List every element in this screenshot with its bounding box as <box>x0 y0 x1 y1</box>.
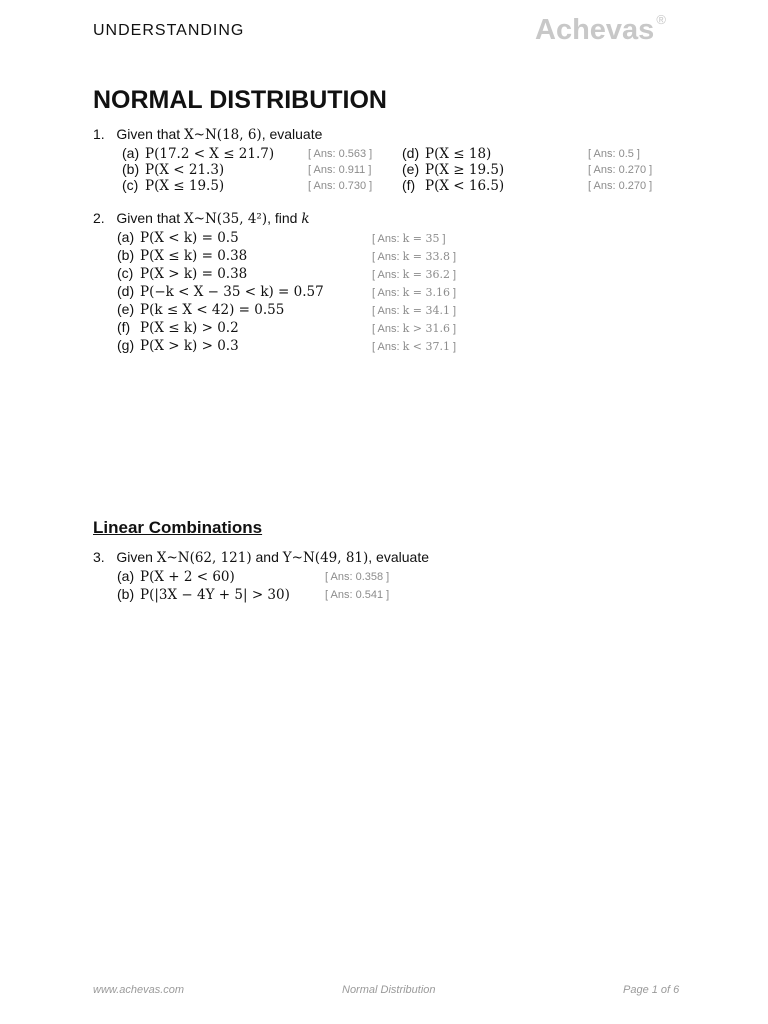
answer-prefix: [ Ans: <box>372 233 403 245</box>
question-text-mid: and <box>251 549 283 565</box>
part-expression: P(X < 16.5) <box>425 178 505 194</box>
answer-value: k < 37.1 <box>402 340 450 353</box>
question-2-stem <box>93 210 310 227</box>
answer-3a: [ Ans: 0.358 ] <box>325 571 390 583</box>
part-expression: P(X + 2 < 60) <box>140 569 235 585</box>
question-3-part-a <box>117 568 235 585</box>
question-text: Given that <box>116 126 185 142</box>
section-heading: Linear Combinations <box>93 518 263 537</box>
answer-1d: [ Ans: 0.5 ] <box>588 148 640 160</box>
answer-2d <box>372 286 456 299</box>
answer-value: k = 36.2 <box>402 268 450 281</box>
part-expression: P(17.2 < X ≤ 21.7) <box>145 146 275 162</box>
part-expression: P(X ≥ 19.5) <box>425 162 505 178</box>
answer-value: k = 33.8 <box>402 250 450 263</box>
distribution-expr: X~N(18, 6) <box>184 127 262 143</box>
answer-2c <box>372 268 456 281</box>
question-text-suffix: , evaluate <box>261 126 323 142</box>
answer-suffix: ] <box>439 233 446 245</box>
answer-prefix: [ Ans: <box>372 251 403 263</box>
brand-name: Achevas <box>535 14 655 46</box>
answer-value: k = 34.1 <box>402 304 450 317</box>
part-expression: P(X > k) > 0.3 <box>140 338 239 354</box>
question-number: 2. <box>93 210 105 226</box>
question-1-part-a <box>122 145 274 162</box>
answer-suffix: ] <box>449 323 457 335</box>
answer-1f: [ Ans: 0.270 ] <box>588 180 653 192</box>
footer-page-number: Page 1 of 6 <box>623 984 680 996</box>
answer-2a <box>372 232 446 245</box>
part-expression: P(X < k) = 0.5 <box>140 230 239 246</box>
question-2-part-a <box>117 229 239 246</box>
part-expression: P(−k < X − 35 < k) = 0.57 <box>140 284 324 300</box>
part-label: (b) <box>122 161 140 177</box>
answer-suffix: ] <box>449 305 457 317</box>
answer-3b: [ Ans: 0.541 ] <box>325 589 390 601</box>
answer-2f <box>372 322 456 335</box>
answer-prefix: [ Ans: <box>372 269 403 281</box>
footer-website: www.achevas.com <box>93 984 185 996</box>
question-2-part-d <box>117 283 324 300</box>
part-label: (d) <box>117 283 135 299</box>
part-label: (b) <box>117 247 135 263</box>
registered-mark: ® <box>656 12 666 28</box>
question-3-stem <box>93 549 429 566</box>
page-title: NORMAL DISTRIBUTION <box>93 86 387 114</box>
part-expression: P(X ≤ k) = 0.38 <box>140 248 248 264</box>
question-1-stem <box>93 126 322 143</box>
question-2-part-f <box>117 319 239 336</box>
question-2-part-b <box>117 247 247 264</box>
part-expression: P(X < 21.3) <box>145 162 225 178</box>
answer-prefix: [ Ans: <box>372 305 403 317</box>
question-text-suffix: , evaluate <box>368 549 429 565</box>
question-1-part-e <box>402 161 504 178</box>
question-3-part-b <box>117 586 290 603</box>
part-expression: P(X > k) = 0.38 <box>140 266 248 282</box>
question-2-part-c <box>117 265 247 282</box>
question-1-part-f <box>402 177 504 194</box>
part-label: (a) <box>117 568 135 584</box>
distribution-expr: X~N(35, 4²) <box>184 211 268 227</box>
part-label: (g) <box>117 337 135 353</box>
question-number: 3. <box>93 549 105 565</box>
answer-suffix: ] <box>449 269 457 281</box>
answer-1e: [ Ans: 0.270 ] <box>588 164 653 176</box>
question-2-part-e <box>117 301 284 318</box>
part-label: (a) <box>117 229 135 245</box>
part-label: (f) <box>117 319 131 335</box>
variable-k: k <box>301 211 310 227</box>
question-text: Given that <box>116 210 185 226</box>
answer-prefix: [ Ans: <box>372 323 403 335</box>
part-label: (c) <box>122 177 139 193</box>
part-label: (a) <box>122 145 140 161</box>
question-text: Given <box>116 549 157 565</box>
answer-1b: [ Ans: 0.911 ] <box>308 164 372 176</box>
part-label: (f) <box>402 177 416 193</box>
distribution-expr-x: X~N(62, 121) <box>156 550 252 566</box>
question-1-part-c <box>122 177 224 194</box>
question-2-part-g <box>117 337 239 354</box>
answer-1a: [ Ans: 0.563 ] <box>308 148 373 160</box>
answer-suffix: ] <box>449 287 457 299</box>
part-expression: P(X ≤ 18) <box>425 146 492 162</box>
answer-suffix: ] <box>449 341 457 353</box>
answer-2e <box>372 304 456 317</box>
question-text-suffix: , find <box>267 210 302 226</box>
answer-2b <box>372 250 456 263</box>
part-label: (d) <box>402 145 420 161</box>
answer-suffix: ] <box>449 251 457 263</box>
part-expression: P(|3X − 4Y + 5| > 30) <box>140 587 290 603</box>
header-label: UNDERSTANDING <box>93 22 245 39</box>
distribution-expr-y: Y~N(49, 81) <box>282 550 369 566</box>
answer-value: k = 35 <box>402 232 440 245</box>
answer-prefix: [ Ans: <box>372 341 403 353</box>
answer-2g <box>372 340 456 353</box>
question-1-part-b <box>122 161 224 178</box>
part-expression: P(X ≤ 19.5) <box>145 178 225 194</box>
part-expression: P(X ≤ k) > 0.2 <box>140 320 239 336</box>
part-expression: P(k ≤ X < 42) = 0.55 <box>140 302 285 318</box>
answer-1c: [ Ans: 0.730 ] <box>308 180 373 192</box>
footer-title: Normal Distribution <box>342 984 436 996</box>
question-number: 1. <box>93 126 105 142</box>
answer-value: k > 31.6 <box>402 322 450 335</box>
part-label: (e) <box>117 301 135 317</box>
answer-value: k = 3.16 <box>402 286 450 299</box>
brand-logo <box>535 14 666 47</box>
part-label: (e) <box>402 161 420 177</box>
answer-prefix: [ Ans: <box>372 287 403 299</box>
part-label: (c) <box>117 265 134 281</box>
question-1-part-d <box>402 145 491 162</box>
part-label: (b) <box>117 586 135 602</box>
